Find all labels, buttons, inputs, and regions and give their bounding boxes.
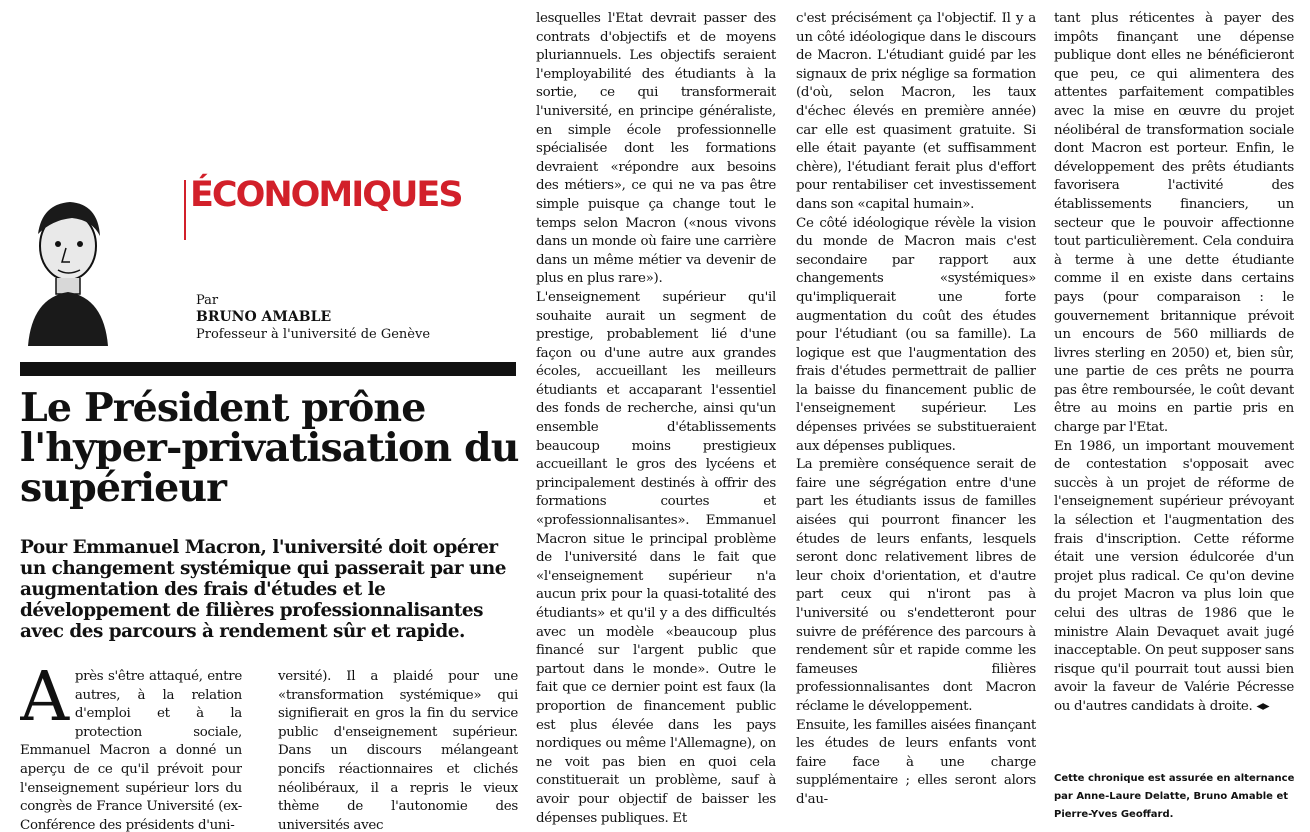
- paragraph: Ensuite, les familles aisées finançant les études de leurs enfants vont faire face à une charge supplémentaire ; elles seront alors d'au-: [796, 717, 1036, 807]
- body-column-5: [1054, 10, 1294, 760]
- body-column-1: [20, 668, 242, 832]
- headline-rule: [20, 362, 516, 376]
- author-by: Par: [196, 293, 219, 308]
- paragraph: près s'être attaqué, entre autres, à la relation d'emploi et à la protection sociale, Emmanuel Macron a donné un aperçu de ce qu'il prévoit pour l'enseignement supérieur lors du congrès de France Université (ex-Conférence des présidents d'uni-: [20, 669, 242, 832]
- paragraph: lesquelles l'Etat devrait passer des contrats d'objectifs et de moyens pluriannuels. Les objectifs seraient l'employabilité des étudiants à la sortie, ce qui transformerait l'université, en principe généraliste, en simple école professionnelle spécialisée dont les formations devraient «répondre aux besoins des métiers», ce qui ne va pas être simple puisque ça change tout le temps selon Macron («nous vivons dans un monde où faire une carrière dans un même métier va devenir de plus en plus rare»).: [536, 11, 776, 287]
- paragraph: En 1986, un important mouvement de contestation s'opposait avec succès à un projet de réforme de l'enseignement supérieur prévoyant la sélection et l'augmentation des frais d'inscription. Cette réforme était une version édulcorée d'un projet plus radical. Ce qu'on devine du projet Macron va plus loin que celui des ultras de 1986 que le ministre Alain Devaquet avait jugé inacceptable. On peut supposer sans risque qu'il pourrait tout aussi bien avoir la faveur de Valérie Pécresse ou d'autres candidats à droite. ◂▸: [1054, 438, 1294, 714]
- paragraph: tant plus réticentes à payer des impôts finançant une dépense publique dont elles ne bénéficieront que peu, ce qui alimentera des attentes parfaitement compatibles avec la mise en œuvre du projet néolibéral de transformation sociale dont Macron est porteur. Enfin, le développement des prêts étudiants favorisera l'activité des établissements financiers, un secteur que le pouvoir affectionne tout particulièrement. Cela conduira à terme à une dette étudiante comme il en existe dans certains pays (pour comparaison : le gouvernement britannique prévoit un encours de 560 milliards de livres sterling en 2050) et, bien sûr, une partie de ces prêts ne pourra pas être remboursée, le coût devant être au moins en partie pris en charge par l'Etat.: [1054, 11, 1294, 436]
- column-credit: Cette chronique est assurée en alternance par Anne-Laure Delatte, Bruno Amable et Pierre-Yves Geoffard.: [1054, 773, 1295, 820]
- author-name: BRUNO AMABLE: [196, 309, 332, 325]
- headline: Le Président prône l'hyper-privatisation du supérieur: [20, 385, 519, 511]
- paragraph: versité). Il a plaidé pour une «transformation systémique» qui signifierait en gros la fin du service public d'enseignement supérieur. Dans un discours mélangeant poncifs réactionnaires et clichés néolibéraux, il a repris le vieux thème de l'autonomie des universités avec: [278, 669, 518, 832]
- author-block: [196, 292, 430, 343]
- paragraph: L'enseignement supérieur qu'il souhaite aurait un segment de prestige, probablement lié d'une façon ou d'une autre aux grandes écoles, accueillant les meilleurs étudiants et accaparant l'essentiel des fonds de recherche, ainsi qu'un ensemble d'établissements beaucoup moins prestigieux accueillant le gros des lycéens et principalement destinés à offrir des formations courtes et «professionnalisantes». Emmanuel Macron situe le principal problème de l'université dans le fait que «l'enseignement supérieur n'a aucun prix pour la quasi-totalité des étudiants» et qu'il y a des difficultés avec un modèle «beaucoup plus financé sur l'argent public que partout dans le monde». Outre le fait que ce dernier point est faux (la proportion de financement public est plus élevée dans les pays nordiques ou même l'Allemagne), on ne voit pas bien en quoi cela constituerait un problème, sauf à avoir pour objectif de baisser les dépenses publiques. Et: [536, 289, 776, 826]
- body-column-4: [796, 10, 1036, 832]
- body-column-3: [536, 10, 776, 832]
- deck: Pour Emmanuel Macron, l'université doit opérer un changement systémique qui passerait par une augmentation des frais d'études et le développement de filières professionnalisantes avec des parcours à rendement sûr et rapide.: [20, 537, 506, 642]
- author-role: Professeur à l'université de Genève: [196, 327, 431, 342]
- section-rubric: ÉCONOMIQUES: [190, 175, 462, 215]
- paragraph: c'est précisément ça l'objectif. Il y a un côté idéologique dans le discours de Macron. L'étudiant guidé par les signaux de prix néglige sa formation (d'où, selon Macron, les taux d'échec élevés en première année) car elle est quasiment gratuite. Si elle était payante (et suffisamment chère), l'étudiant ferait plus d'effort pour rentabiliser cet investissement dans son «capital humain».: [796, 11, 1036, 212]
- rubric-rule: [184, 180, 186, 240]
- paragraph: La première conséquence serait de faire une ségrégation entre d'une part les étudiants issus de familles aisées qui pourront financer les études de leurs enfants, lesquels seront donc relativement libres de leur choix d'orientation, et d'autre part ceux qui n'iront pas à l'université ou s'endetteront pour suivre de préférence des parcours à rendement sûr et rapide comme les fameuses filières professionnalisantes dont Macron réclame le développement.: [796, 457, 1036, 714]
- body-column-2: [278, 668, 518, 832]
- author-caricature: [22, 186, 112, 346]
- paragraph: Ce côté idéologique révèle la vision du monde de Macron mais c'est secondaire par rapport aux changements «systémiques» qu'impliquerait une forte augmentation du coût des études pour l'étudiant (ou sa famille). La logique est que l'augmentation des frais d'études permettrait de pallier la baisse du financement public de l'enseignement supérieur. Les dépenses privées se substitueraient aux dépenses publiques.: [796, 215, 1036, 454]
- drop-cap: A: [20, 668, 69, 737]
